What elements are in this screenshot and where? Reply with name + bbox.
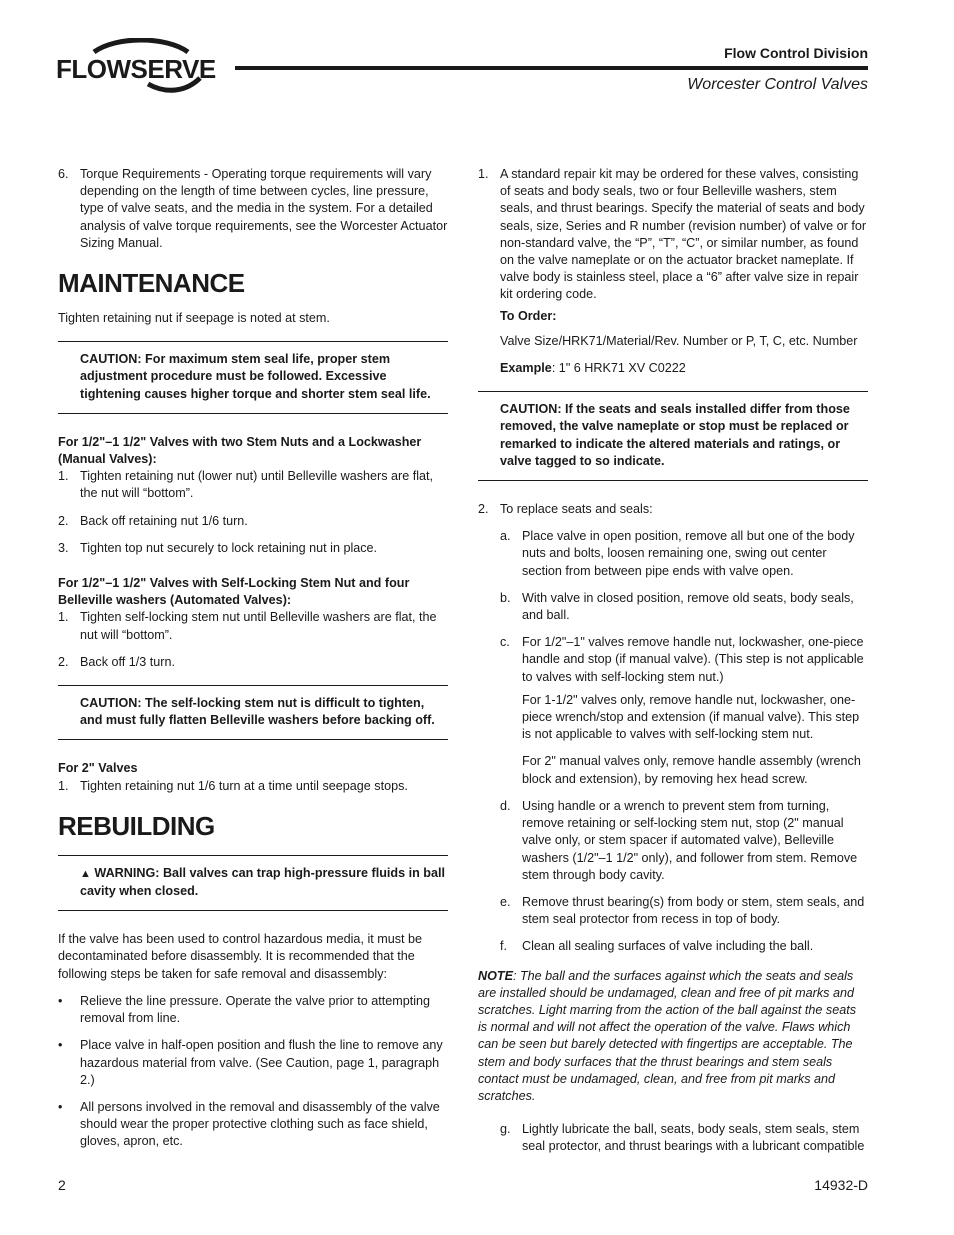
item-letter: a.: [500, 529, 511, 544]
item-number: 1.: [58, 469, 69, 484]
page-number: 2: [58, 1177, 66, 1193]
list-item: [58, 540, 448, 557]
item-text: Place valve in half-open position and flush the line to remove any hazardous material from valve. (See Caution, page 1, paragraph 2.): [80, 1038, 443, 1087]
item-text: Using handle or a wrench to prevent stem from turning, remove retaining or self-locking stem nut, stop (2" manual valve only, or stem spacer if automated valve), Belleville washers (1/2"–1 1/2" only), and follower from stem. Remove stem through body cavity.: [522, 798, 858, 882]
logo-wordmark: FLOWSERVE: [56, 54, 216, 84]
list-item: [58, 1099, 448, 1151]
list-item: [58, 1037, 448, 1089]
automated-valves-heading: For 1/2"–1 1/2" Valves with Self-Locking Stem Nut and four Belleville washers (Automated Valves):: [58, 576, 410, 608]
list-item: [58, 778, 448, 795]
item-text: Torque Requirements - Operating torque requirements will vary depending on the length of time between cycles, line pressure, type of valve seats, and the media in the system. For a detailed analysis of valve torque requirements, see the Worcester Actuator Sizing Manual.: [80, 167, 448, 250]
bullet-icon: •: [58, 993, 63, 1008]
item-number: 2.: [58, 513, 69, 528]
item-letter: d.: [500, 798, 511, 813]
list-item: [478, 938, 868, 955]
item-text: Tighten top nut securely to lock retaining nut in place.: [80, 540, 378, 555]
step-c-continued: For 1-1/2" valves only, remove handle nut, lockwasher, one-piece wrench/stop and extension (if manual valve). This step is not applicable to valves with self-locking stem nut.: [522, 692, 860, 742]
item-number: 2.: [478, 502, 489, 517]
item-letter: g.: [500, 1122, 511, 1137]
item-text: Back off 1/3 turn.: [80, 654, 175, 669]
caution-box: CAUTION: The self-locking stem nut is difficult to tighten, and must fully flatten Belleville washers before backing off.: [58, 685, 448, 740]
item-text: For 1/2"–1" valves remove handle nut, lockwasher, one-piece handle and stop (if manual valve). (This step is not applicable to valves with self-locking stem nut.): [522, 635, 864, 684]
note-paragraph: [478, 968, 868, 1106]
list-item: [478, 798, 868, 884]
caution-box: CAUTION: If the seats and seals installed differ from those removed, the valve nameplate or stop must be replaced or remarked to indicate the altered materials and ratings, or valve tagged to so indicate.: [478, 391, 868, 481]
item-letter: f.: [500, 939, 507, 954]
item-text: Clean all sealing surfaces of valve including the ball.: [522, 939, 814, 954]
item-text: Lightly lubricate the ball, seats, body seals, stem seals, stem seal protector, and thrust bearings with a lubricant compatible: [522, 1122, 865, 1154]
list-item: [58, 609, 448, 643]
item-number: 1.: [478, 167, 489, 181]
flowserve-logo: [56, 38, 216, 98]
example-line: [478, 360, 868, 377]
maintenance-heading: MAINTENANCE: [58, 268, 245, 299]
list-item: [58, 993, 448, 1027]
item-text: Tighten retaining nut (lower nut) until Belleville washers are flat, the nut will “bottom”.: [80, 469, 434, 501]
repair-kit-item: [478, 166, 868, 304]
caution-box: CAUTION: For maximum stem seal life, proper stem adjustment procedure must be followed. Excessive tightening causes higher torque and shorter stem seal life.: [58, 341, 448, 414]
item-text: Tighten retaining nut 1/6 turn at a time until seepage stops.: [80, 778, 408, 793]
list-item: [58, 468, 448, 502]
step-c-continued: For 2" manual valves only, remove handle assembly (wrench block and extension), by removing hex head screw.: [522, 754, 861, 786]
item-number: 1.: [58, 610, 69, 625]
item-number: 2.: [58, 654, 69, 669]
example-text: : 1" 6 HRK71 XV C0222: [551, 361, 686, 376]
list-item: [58, 654, 448, 671]
item-number: 3.: [58, 540, 69, 555]
warning-triangle-icon: ▲: [80, 867, 91, 880]
two-inch-valves-heading: For 2" Valves: [58, 761, 138, 776]
item-letter: c.: [500, 635, 510, 650]
warning-box: [58, 855, 448, 911]
item-text: Tighten self-locking stem nut until Belleville washers are flat, the nut will “bottom”.: [80, 610, 437, 642]
list-item: [478, 894, 868, 928]
replace-seats-item: [478, 501, 868, 518]
item-number: 6.: [58, 167, 69, 181]
hazard-intro: If the valve has been used to control hazardous media, it must be decontaminated before disassembly. It is recommended that the following steps be taken for safe removal and disassembly:: [58, 932, 423, 981]
item-text: With valve in closed position, remove old seats, body seals, and ball.: [522, 590, 854, 623]
division-title: Flow Control Division: [724, 45, 868, 61]
header-rule: [235, 66, 868, 70]
list-item: [478, 590, 868, 624]
maintenance-intro: Tighten retaining nut if seepage is noted at stem.: [58, 311, 330, 326]
warning-text: WARNING: Ball valves can trap high-pressure fluids in ball cavity when closed.: [80, 865, 445, 899]
list-item: [478, 528, 868, 580]
note-label: NOTE: [478, 968, 513, 983]
rebuilding-heading: REBUILDING: [58, 810, 215, 841]
example-label: Example: [500, 361, 552, 376]
item-text: A standard repair kit may be ordered for these valves, consisting of seats and body seals, two or four Belleville washers, stem seals, and thrust bearings. Specify the material of seats and body seals, size, Series and R number (revision number) of valve or for non-standard valve, the “P”, “T”, “C”, or similar number, as found on the valve nameplate or on the actuator bracket nameplate. If valve body is stainless steel, place a “6” after valve size in repair kit ordering code.: [500, 167, 867, 302]
to-order-label: To Order:: [500, 308, 557, 323]
item-number: 1.: [58, 778, 69, 793]
item-letter: b.: [500, 590, 511, 605]
item-text: Remove thrust bearing(s) from body or stem, stem seals, and stem seal protector from recess in top of body.: [522, 894, 865, 927]
list-item: [478, 1121, 868, 1155]
to-order-text: Valve Size/HRK71/Material/Rev. Number or P, T, C, etc. Number: [500, 333, 858, 348]
right-column: [478, 166, 868, 1166]
item-text: To replace seats and seals:: [500, 502, 653, 517]
document-subtitle: Worcester Control Valves: [687, 76, 868, 93]
bullet-icon: •: [58, 1099, 63, 1114]
left-column: [58, 166, 448, 1161]
list-item: [58, 513, 448, 530]
note-text: : The ball and the surfaces against which the seats and seals are installed should be undamaged, clean and free of pit marks and scratches. Light marring from the action of the ball against the seats is normal and will not affect the operation of the valve. Flaws which can be seen but barely detected with fingertips are acceptable. The stem and body surfaces that the thrust bearings and stem seals contact must be undamaged, clean, and free from pit marks and scratches.: [478, 968, 857, 1103]
bullet-icon: •: [58, 1038, 63, 1053]
list-item: [478, 634, 868, 686]
item-letter: e.: [500, 894, 511, 909]
document-number: 14932-D: [814, 1177, 868, 1193]
item-text: Back off retaining nut 1/6 turn.: [80, 513, 248, 528]
item-text: Place valve in open position, remove all but one of the body nuts and bolts, loosen remaining one, swing out center section from between pipe ends with valve open.: [522, 529, 855, 578]
manual-valves-heading: For 1/2"–1 1/2" Valves with two Stem Nuts and a Lockwasher (Manual Valves):: [58, 434, 422, 467]
item-text: Relieve the line pressure. Operate the valve prior to attempting removal from line.: [80, 993, 431, 1026]
item-text: All persons involved in the removal and disassembly of the valve should wear the proper protective clothing such as face shield, gloves, apron, etc.: [80, 1099, 440, 1149]
torque-item: [58, 166, 448, 252]
